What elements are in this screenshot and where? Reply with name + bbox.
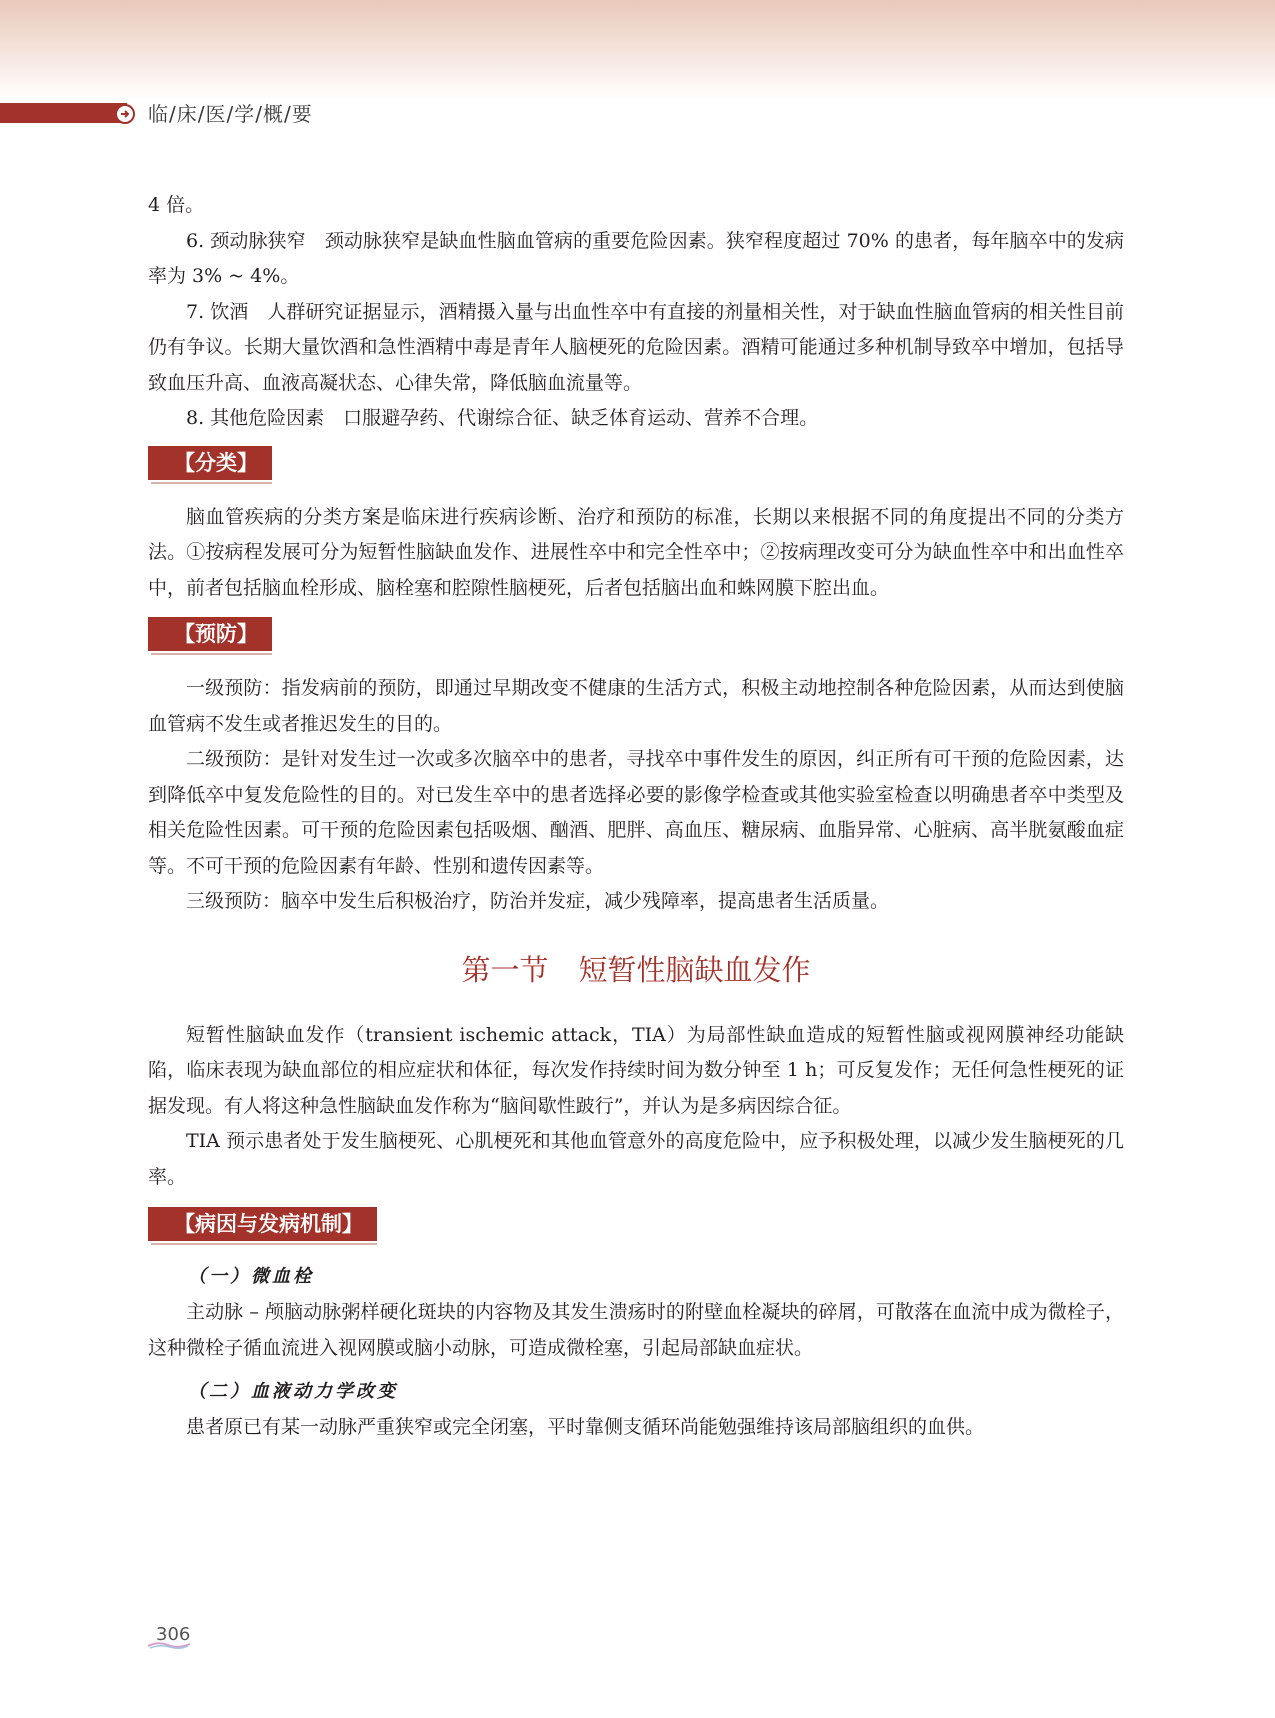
- section-number: 第一节: [461, 952, 549, 987]
- page-ornament-icon: [146, 1640, 192, 1650]
- paragraph: 二级预防：是针对发生过一次或多次脑卒中的患者，寻找卒中事件发生的原因，纠正所有可干预的危险因素，达到降低卒中复发危险性的目的。对已发生卒中的患者选择必要的影像学检查或其他实验室检查以明确患者卒中类型及相关危险性因素。可干预的危险因素包括吸烟、酗酒、肥胖、高血压、糖尿病、血脂异常、心脏病、高半胱氨酸血症等。不可干预的危险因素有年龄、性别和遗传因素等。: [148, 748, 1124, 877]
- book-title: 临/床/医/学/概/要: [148, 102, 313, 126]
- header-accent-bar: [0, 103, 127, 123]
- paragraph: TIA 预示患者处于发生脑梗死、心肌梗死和其他血管意外的高度危险中，应予积极处理，以减少发生脑梗死的几率。: [148, 1130, 1124, 1188]
- arrow-right-circle-icon: [115, 104, 135, 124]
- paragraph: 7. 饮酒 人群研究证据显示，酒精摄入量与出血性卒中有直接的剂量相关性，对于缺血性脑血管病的相关性目前仍有争议。长期大量饮酒和急性酒精中毒是青年人脑梗死的危险因素。酒精可能通过多种机制导致卒中增加，包括导致血压升高、血液高凝状态、心律失常，降低脑血流量等。: [148, 300, 1124, 394]
- etiology-heading: 【病因与发病机制】: [148, 1207, 377, 1241]
- section-name: 短暂性脑缺血发作: [578, 952, 811, 987]
- page-number: 306: [156, 1624, 191, 1645]
- subheading: （二）血液动力学改变: [188, 1381, 398, 1402]
- prevention-heading: 【预防】: [148, 617, 272, 651]
- paragraph: 短暂性脑缺血发作（transient ischemic attack，TIA）为局部性缺血造成的短暂性脑或视网膜神经功能缺陷，临床表现为缺血部位的相应症状和体征，每次发作持续时间为数分钟至 1 h；可反复发作；无任何急性梗死的证据发现。有人将这种急性脑缺血发作称为“脑间歇性跛行”，并认为是多病因综合征。: [148, 1023, 1124, 1117]
- paragraph: 6. 颈动脉狭窄 颈动脉狭窄是缺血性脑血管病的重要危险因素。狭窄程度超过 70% 的患者，每年脑卒中的发病率为 3% ~ 4%。: [148, 229, 1124, 287]
- classification-heading: 【分类】: [148, 446, 272, 480]
- paragraph: 4 倍。: [148, 194, 205, 216]
- paragraph: 脑血管疾病的分类方案是临床进行疾病诊断、治疗和预防的标准，长期以来根据不同的角度提出不同的分类方法。①按病程发展可分为短暂性脑缺血发作、进展性卒中和完全性卒中；②按病理改变可分为缺血性卒中和出血性卒中，前者包括脑血栓形成、脑栓塞和腔隙性脑梗死，后者包括脑出血和蛛网膜下腔出血。: [148, 505, 1124, 599]
- header-background: [0, 0, 1275, 100]
- paragraph: 一级预防：指发病前的预防，即通过早期改变不健康的生活方式，积极主动地控制各种危险因素，从而达到使脑血管病不发生或者推迟发生的目的。: [148, 677, 1124, 735]
- section-title: [148, 950, 1124, 990]
- page-content: [148, 188, 1124, 1446]
- paragraph: 患者原已有某一动脉严重狭窄或完全闭塞，平时靠侧支循环尚能勉强维持该局部脑组织的血供。: [186, 1416, 985, 1438]
- subheading: （一）微血栓: [188, 1266, 314, 1287]
- paragraph: 8. 其他危险因素 口服避孕药、代谢综合征、缺乏体育运动、营养不合理。: [186, 407, 819, 429]
- paragraph: 三级预防：脑卒中发生后积极治疗，防治并发症，减少残障率，提高患者生活质量。: [186, 890, 890, 912]
- paragraph: 主动脉 – 颅脑动脉粥样硬化斑块的内容物及其发生溃疡时的附壁血栓凝块的碎屑，可散落在血流中成为微栓子，这种微栓子循血流进入视网膜或脑小动脉，可造成微栓塞，引起局部缺血症状。: [148, 1301, 1124, 1359]
